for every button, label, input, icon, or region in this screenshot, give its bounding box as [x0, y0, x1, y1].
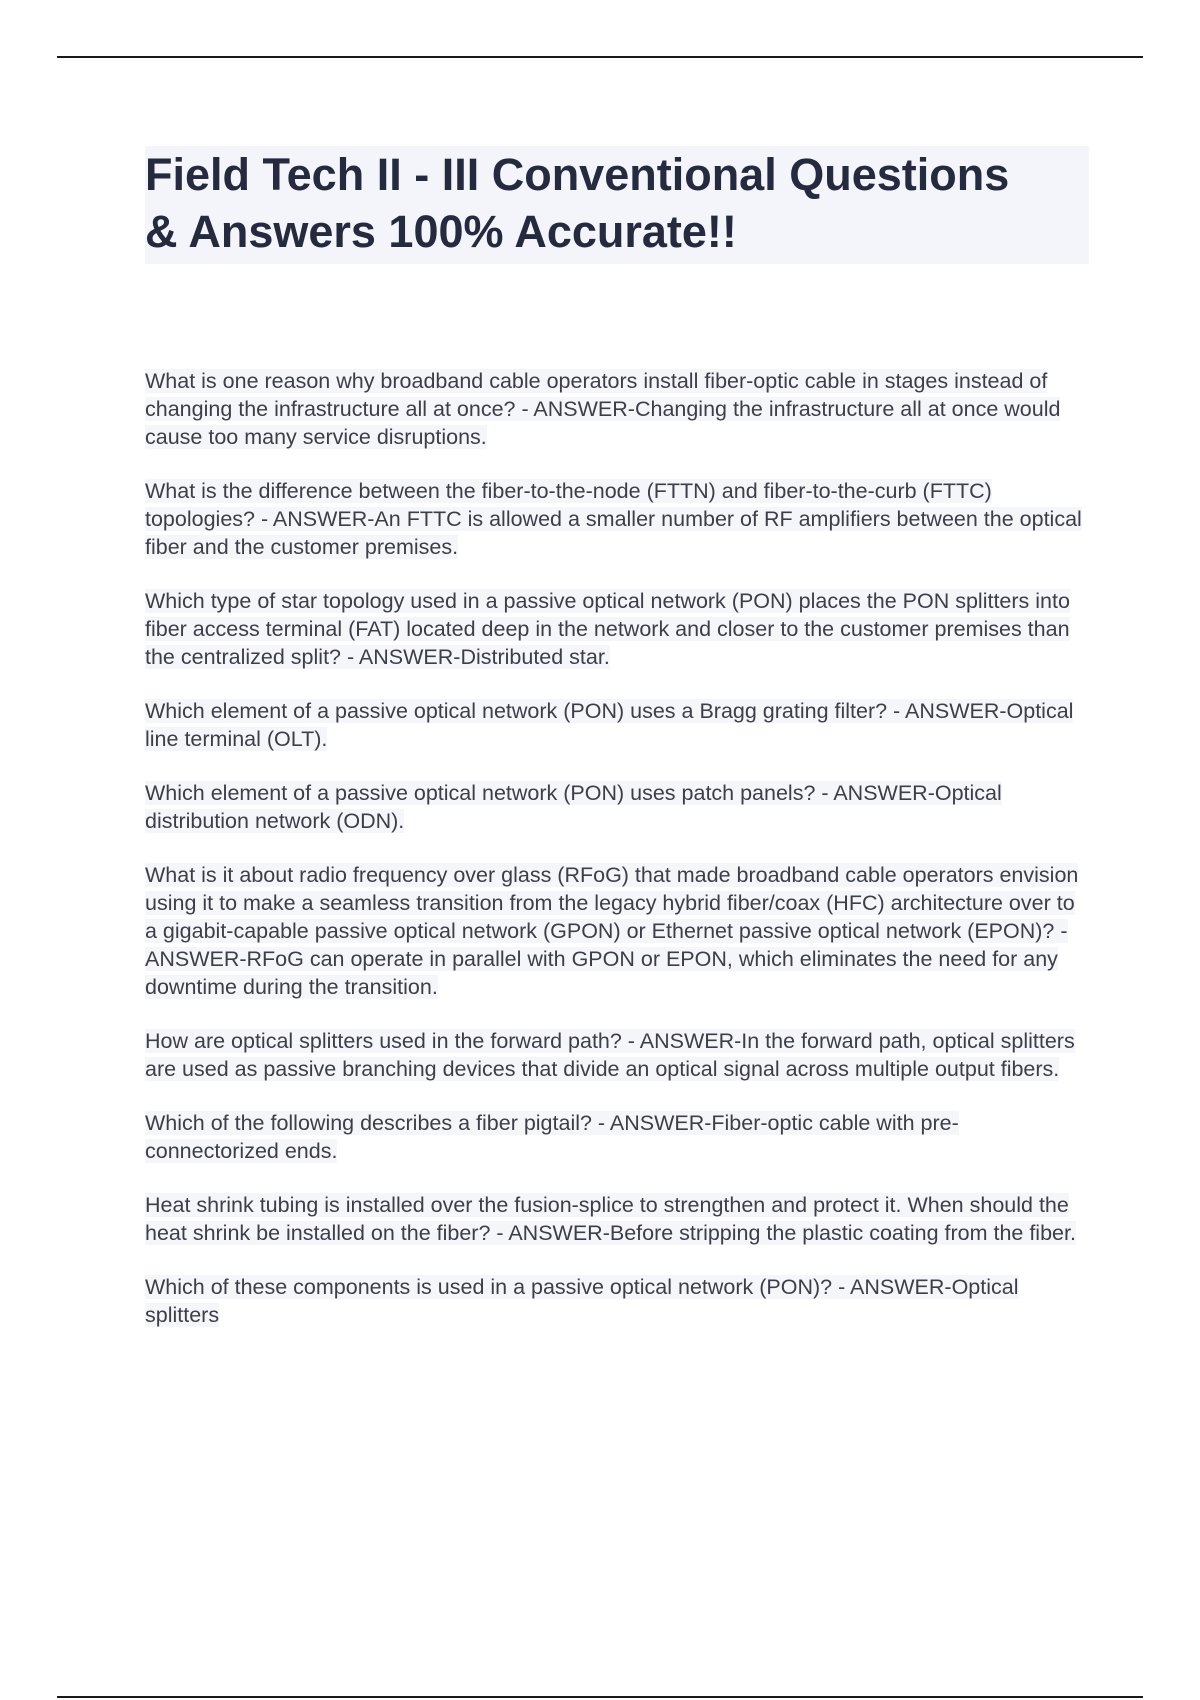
qa-item-1 [145, 367, 1085, 451]
qa-item-10 [145, 1273, 1085, 1329]
qa-item-6 [145, 861, 1085, 1001]
qa-text: Which of these components is used in a passive optical network (PON)? - ANSWER-Optical splitters [145, 1275, 1019, 1327]
title-block [145, 146, 1089, 264]
qa-text: What is one reason why broadband cable operators install fiber-optic cable in stages instead of changing the infrastructure all at once? - ANSWER-Changing the infrastructure all at once would cause too many service disruptions. [145, 369, 1061, 449]
qa-item-7 [145, 1027, 1085, 1083]
qa-item-8 [145, 1109, 1085, 1165]
qa-text: Which type of star topology used in a passive optical network (PON) places the PON splitters into fiber access terminal (FAT) located deep in the network and closer to the customer premises than the centralized split? - ANSWER-Distributed star. [145, 589, 1070, 669]
qa-text: How are optical splitters used in the forward path? - ANSWER-In the forward path, optical splitters are used as passive branching devices that divide an optical signal across multiple output fibers. [145, 1029, 1075, 1081]
document-title [145, 146, 1089, 260]
qa-text: Which element of a passive optical network (PON) uses a Bragg grating filter? - ANSWER-Optical line terminal (OLT). [145, 699, 1074, 751]
qa-text: What is the difference between the fiber-to-the-node (FTTN) and fiber-to-the-curb (FTTC) topologies? - ANSWER-An FTTC is allowed a smaller number of RF amplifiers between the optical fiber and the customer premises. [145, 479, 1082, 559]
title-line-2: & Answers 100% Accurate!! [145, 206, 737, 257]
qa-item-5 [145, 779, 1085, 835]
qa-text: Heat shrink tubing is installed over the fusion-splice to strengthen and protect it. When should the heat shrink be installed on the fiber? - ANSWER-Before stripping the plastic coating from the fiber. [145, 1193, 1076, 1245]
top-rule [57, 56, 1143, 58]
qa-list [145, 367, 1085, 1355]
qa-text: Which element of a passive optical network (PON) uses patch panels? - ANSWER-Optical distribution network (ODN). [145, 781, 1002, 833]
qa-text: Which of the following describes a fiber pigtail? - ANSWER-Fiber-optic cable with pre-connectorized ends. [145, 1111, 959, 1163]
title-line-1: Field Tech II - III Conventional Questions [145, 149, 1010, 200]
qa-text: What is it about radio frequency over glass (RFoG) that made broadband cable operators envision using it to make a seamless transition from the legacy hybrid fiber/coax (HFC) architecture over to a gigabit-capable passive optical network (GPON) or Ethernet passive optical network (EPON)? - ANSWER-RFoG can operate in parallel with GPON or EPON, which eliminates the need for any downtime during the transition. [145, 863, 1079, 999]
qa-item-3 [145, 587, 1085, 671]
qa-item-4 [145, 697, 1085, 753]
qa-item-2 [145, 477, 1085, 561]
bottom-rule [57, 1696, 1143, 1698]
qa-item-9 [145, 1191, 1085, 1247]
